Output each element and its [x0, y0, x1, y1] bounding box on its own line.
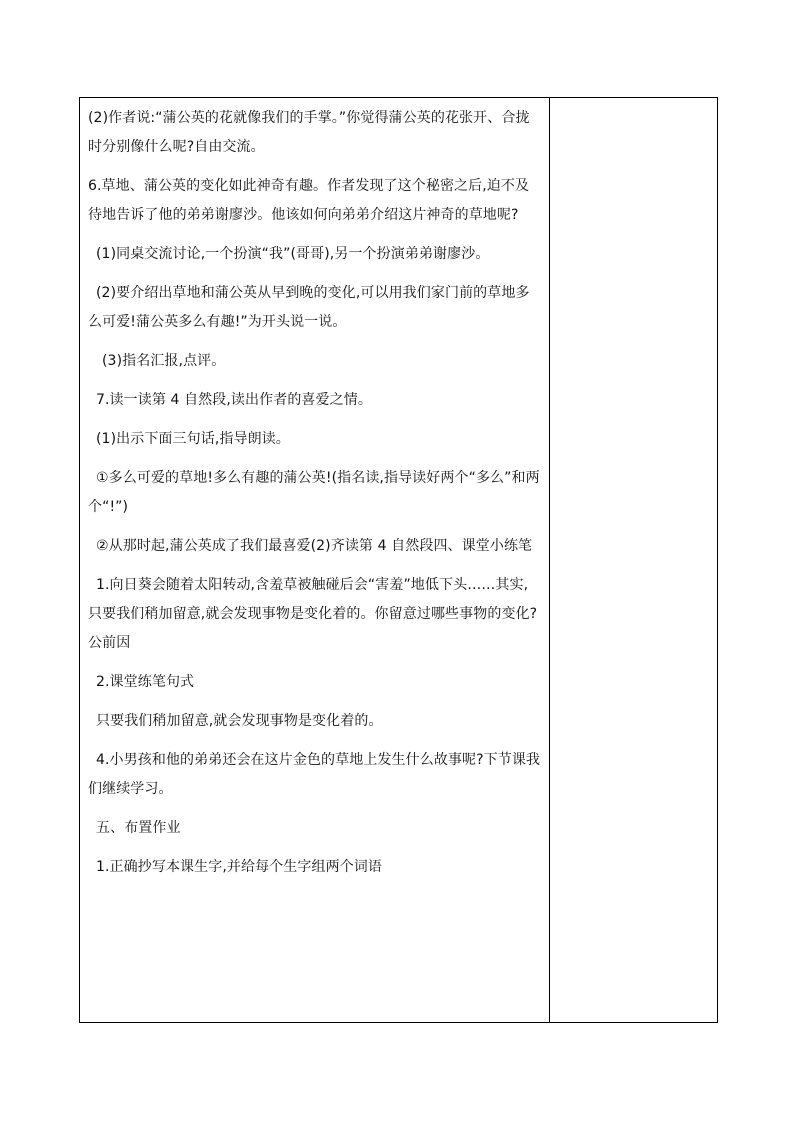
lesson-plan-table	[79, 97, 718, 1023]
paragraph-step-6: 6.草地、蒲公英的变化如此神奇有趣。作者发现了这个秘密之后,迫不及待地告诉了他的弟弟谢廖沙。他该如何向弟弟介绍这片神奇的草地呢?	[88, 178, 530, 223]
paragraph-homework-1: 1.正确抄写本课生字,并给每个生字组两个词语	[96, 859, 383, 875]
paragraph-step-7-1: (1)出示下面三句话,指导朗读。	[96, 431, 290, 447]
paragraph-step-6-1: (1)同桌交流讨论,一个扮演“我”(哥哥),另一个扮演弟弟谢廖沙。	[96, 246, 490, 262]
lesson-content	[80, 98, 549, 882]
table-row	[80, 98, 718, 1023]
paragraph-practice-1: 1.向日葵会随着太阳转动,含羞草被触碰后会“害羞”地低下头……其实,只要我们稍加留意,就会发现事物是变化着的。你留意过哪些事物的变化?公前因	[88, 577, 538, 651]
paragraph-step-7: 7.读一读第 4 自然段,读出作者的喜爱之情。	[96, 392, 372, 408]
paragraph-step-6-3: (3)指名汇报,点评。	[102, 353, 226, 369]
section-heading-homework: 五、布置作业	[96, 820, 181, 836]
paragraph-practice-4: 4.小男孩和他的弟弟还会在这片金色的草地上发生什么故事呢?下节课我们继续学习。	[88, 752, 541, 797]
paragraph-sentence-1: ①多么可爱的草地!多么有趣的蒲公英!(指名读,指导读好两个“多么”和两个“!”)	[88, 470, 540, 515]
paragraph-sentence-pattern: 只要我们稍加留意,就会发现事物是变化着的。	[96, 713, 383, 729]
notes-cell	[550, 98, 718, 1023]
paragraph-discussion-q2: (2)作者说:“蒲公英的花就像我们的手掌。”你觉得蒲公英的花张开、合拢时分别像什么呢?自由交流。	[88, 110, 530, 155]
lesson-content-cell	[80, 98, 550, 1023]
paragraph-sentence-2: ②从那时起,蒲公英成了我们最喜爱(2)齐读第 4 自然段四、课堂小练笔	[96, 538, 533, 554]
paragraph-step-6-2: (2)要介绍出草地和蒲公英从早到晚的变化,可以用我们家门前的草地多么可爱!蒲公英多么有趣!”为开头说一说。	[88, 285, 530, 330]
paragraph-practice-2: 2.课堂练笔句式	[96, 674, 195, 690]
